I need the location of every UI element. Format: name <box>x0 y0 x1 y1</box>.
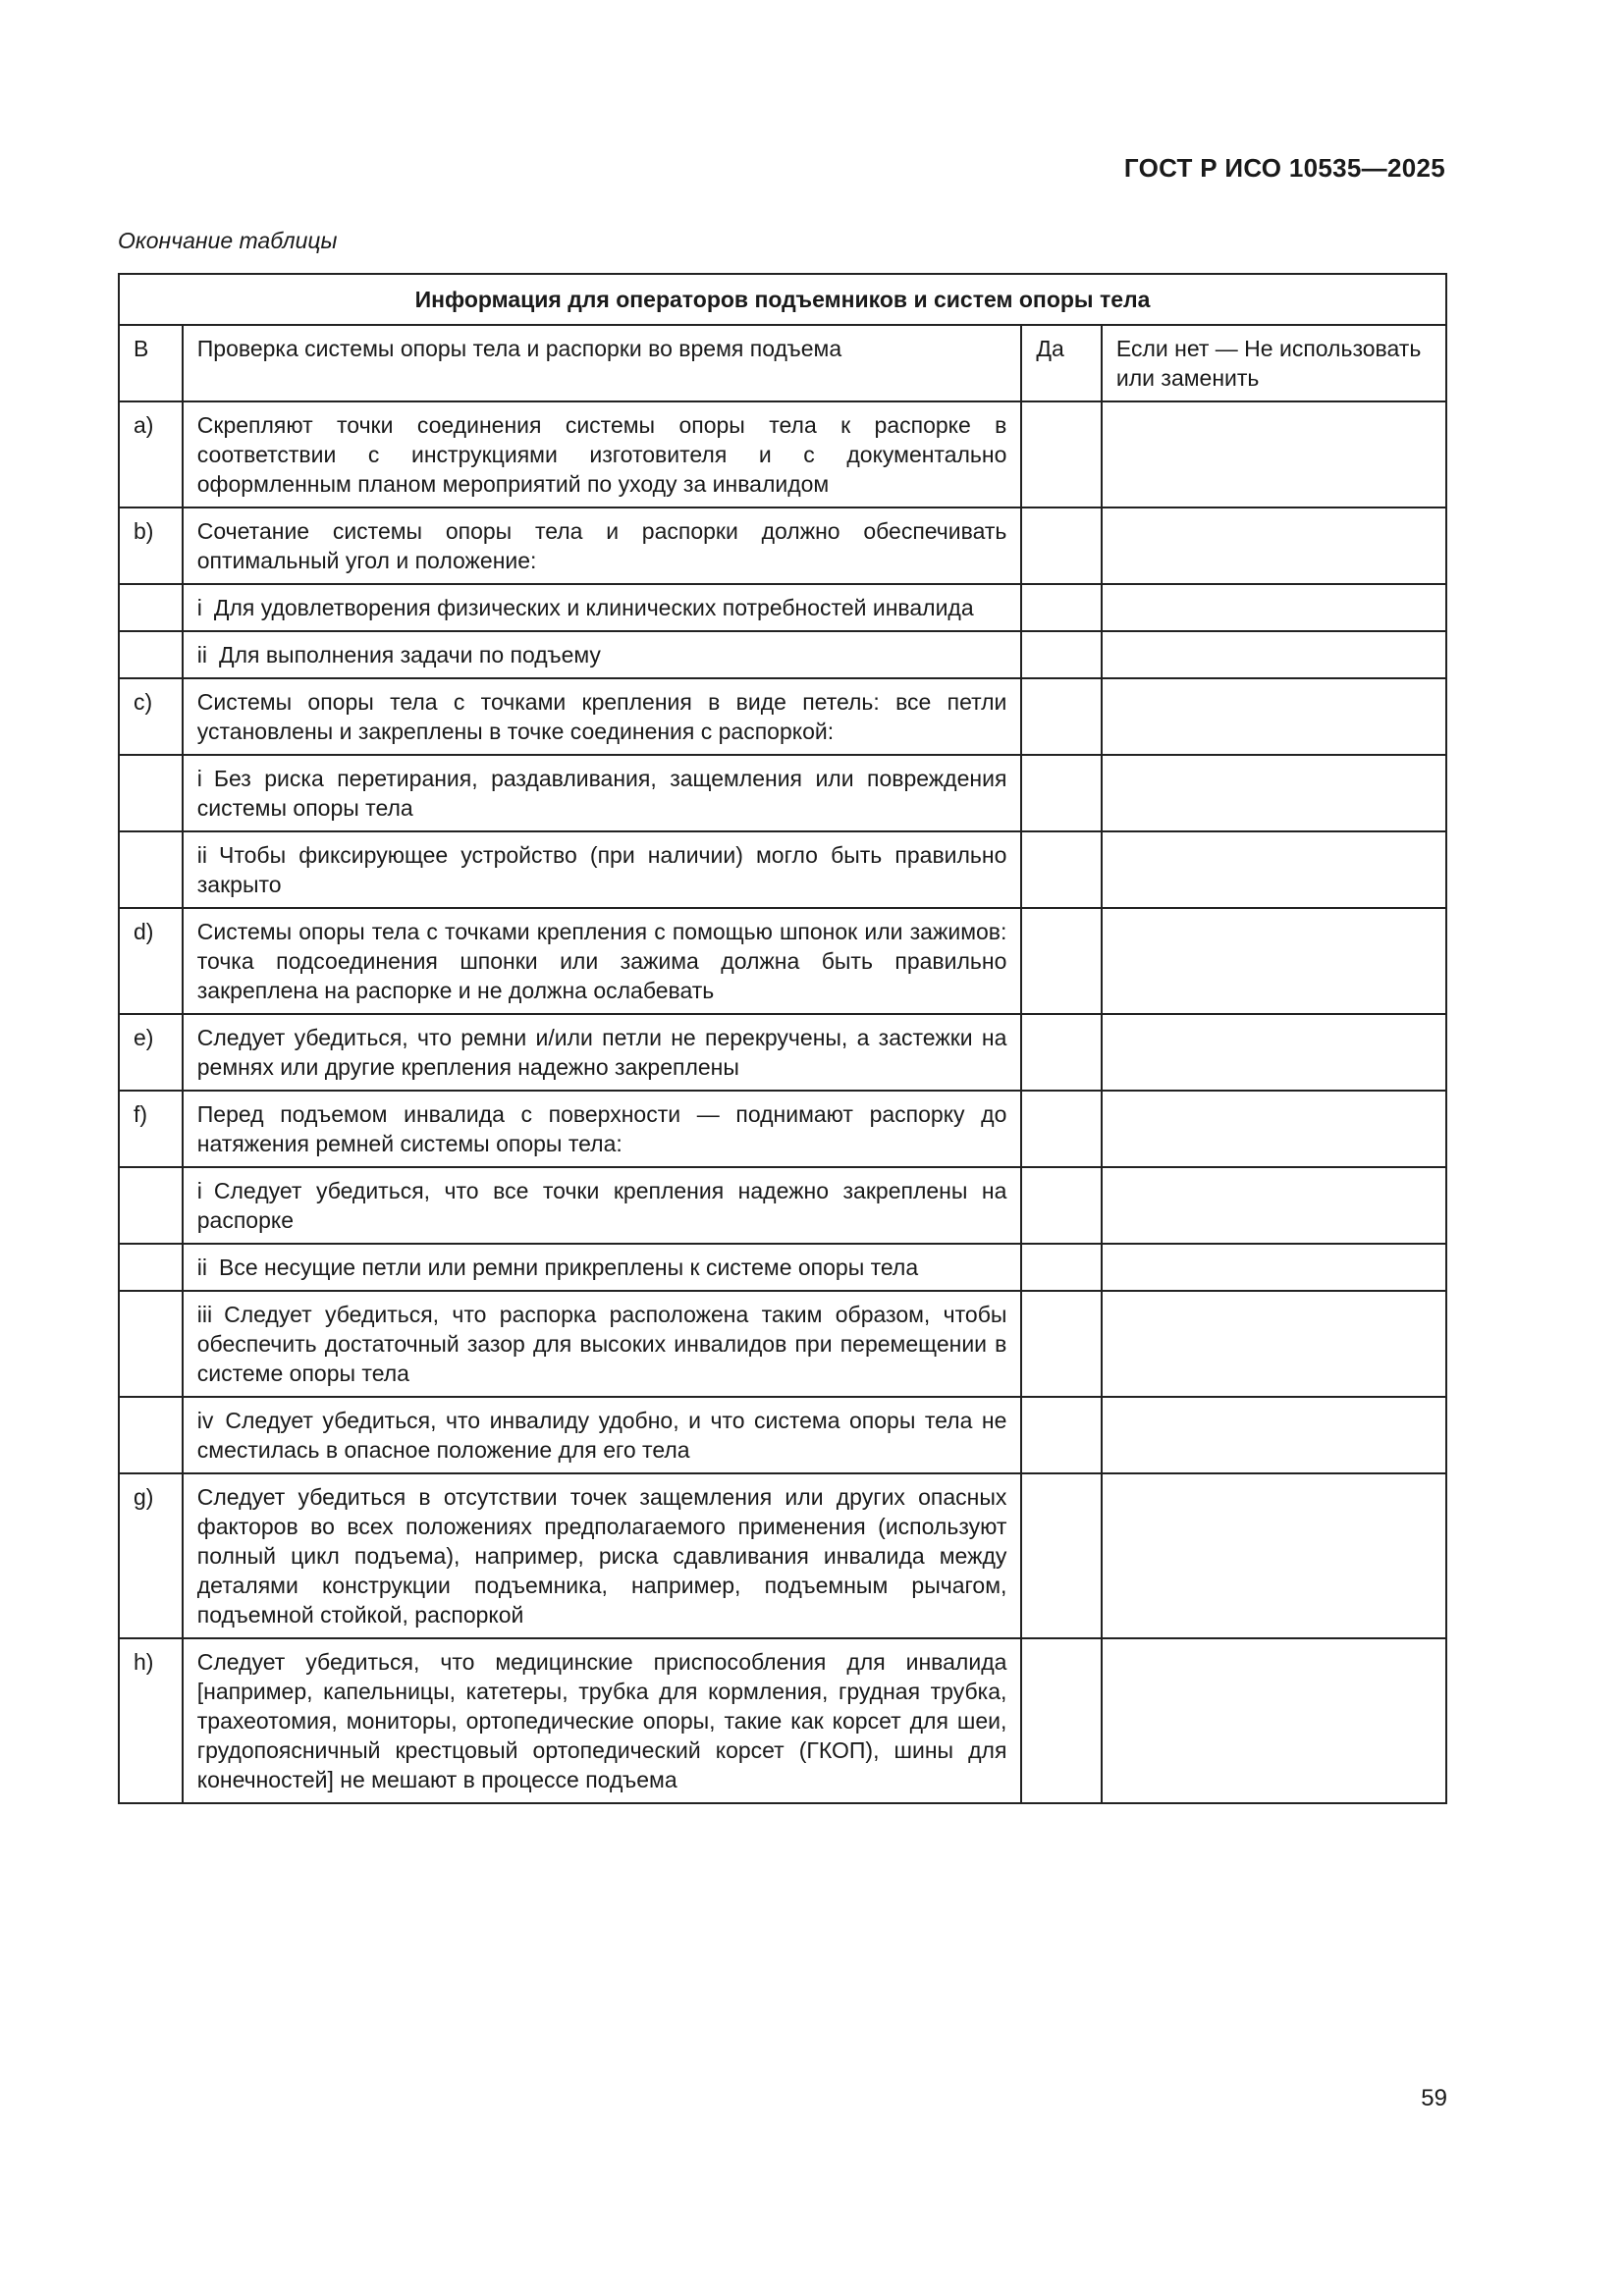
item-text: Следует убедиться, что инвалиду удобно, и что система опоры тела не сместилась в опасное положение для его тела <box>196 1408 1007 1463</box>
item-text: Чтобы фиксирующее устройство (при наличии) могло быть правильно закрыто <box>196 842 1007 897</box>
table-row <box>119 831 1446 908</box>
yes-checkbox-cell[interactable] <box>1021 401 1101 507</box>
item-text: Следует убедиться, что медицинские приспособления для инвалида [например, капельницы, катетеры, трубка для кормления, грудная трубка, трахеотомия, мониторы, ортопедические опоры, такие как корсет для шеи, грудопоясничный крестцовый ортопедический корсет (ГКОП), шины для конечностей] не мешают в процессе подъема <box>196 1649 1007 1792</box>
table-row <box>119 1638 1446 1803</box>
item-text-cell <box>183 908 1022 1014</box>
yes-checkbox-cell[interactable] <box>1021 755 1101 831</box>
table-row <box>119 1397 1446 1473</box>
table-title-row <box>119 274 1446 325</box>
item-text-cell <box>183 1397 1022 1473</box>
no-checkbox-cell[interactable] <box>1102 1244 1446 1291</box>
no-checkbox-cell[interactable] <box>1102 1473 1446 1638</box>
yes-checkbox-cell[interactable] <box>1021 584 1101 631</box>
item-text-cell <box>183 1473 1022 1638</box>
item-text: Для выполнения задачи по подъему <box>219 642 601 667</box>
item-text-cell <box>183 1244 1022 1291</box>
yes-column-header: Да <box>1021 325 1101 401</box>
item-text: Скрепляют точки соединения системы опоры тела к распорке в соответствии с инструкциями изготовителя и с документально оформленным планом мероприятий по уходу за инвалидом <box>196 412 1007 497</box>
sub-item-number: i <box>196 1178 202 1203</box>
yes-checkbox-cell[interactable] <box>1021 678 1101 755</box>
item-letter <box>119 1167 183 1244</box>
page-number: 59 <box>1421 2085 1447 2111</box>
yes-checkbox-cell[interactable] <box>1021 1397 1101 1473</box>
item-text: Следует убедиться, что все точки крепления надежно закреплены на распорке <box>196 1178 1007 1233</box>
table-row <box>119 507 1446 584</box>
no-checkbox-cell[interactable] <box>1102 507 1446 584</box>
item-text-cell <box>183 631 1022 678</box>
no-checkbox-cell[interactable] <box>1102 631 1446 678</box>
item-text-cell <box>183 1014 1022 1091</box>
item-letter <box>119 1397 183 1473</box>
item-text-cell <box>183 1167 1022 1244</box>
table-row <box>119 1291 1446 1397</box>
item-text-cell <box>183 831 1022 908</box>
yes-checkbox-cell[interactable] <box>1021 1291 1101 1397</box>
table-row <box>119 1473 1446 1638</box>
item-text: Следует убедиться в отсутствии точек защемления или других опасных факторов во всех положениях предполагаемого применения (используют полный цикл подъема), например, риска сдавливания инвалида между деталями конструкции подъемника, например, подъемным рычагом, подъемной стойкой, распоркой <box>196 1484 1007 1628</box>
item-text: Без риска перетирания, раздавливания, защемления или повреждения системы опоры тела <box>196 766 1007 821</box>
sub-item-number: i <box>196 766 202 791</box>
table-title: Информация для операторов подъемников и систем опоры тела <box>119 274 1446 325</box>
no-checkbox-cell[interactable] <box>1102 584 1446 631</box>
checklist-table <box>118 273 1447 1804</box>
table-row <box>119 1091 1446 1167</box>
document-code: ГОСТ Р ИСО 10535—2025 <box>1123 153 1445 183</box>
yes-checkbox-cell[interactable] <box>1021 631 1101 678</box>
item-letter: b) <box>119 507 183 584</box>
item-text: Все несущие петли или ремни прикреплены к системе опоры тела <box>219 1255 919 1280</box>
no-column-header: Если нет — Не использовать или заменить <box>1102 325 1446 401</box>
no-checkbox-cell[interactable] <box>1102 1014 1446 1091</box>
table-row <box>119 584 1446 631</box>
item-letter <box>119 755 183 831</box>
sub-item-number: iv <box>196 1408 214 1433</box>
item-letter <box>119 1244 183 1291</box>
table-row <box>119 678 1446 755</box>
item-letter: e) <box>119 1014 183 1091</box>
item-text: Сочетание системы опоры тела и распорки должно обеспечивать оптимальный угол и положение: <box>196 518 1007 573</box>
item-letter: h) <box>119 1638 183 1803</box>
section-heading: Проверка системы опоры тела и распорки во время подъема <box>183 325 1022 401</box>
item-text: Системы опоры тела с точками крепления с помощью шпонок или зажимов: точка подсоединения шпонки или зажима должна быть правильно закреплена на распорке и не должна ослабевать <box>196 919 1007 1003</box>
table-row <box>119 401 1446 507</box>
item-letter <box>119 1291 183 1397</box>
item-text: Системы опоры тела с точками крепления в виде петель: все петли установлены и закреплены в точке соединения с распоркой: <box>196 689 1007 744</box>
item-letter: f) <box>119 1091 183 1167</box>
yes-checkbox-cell[interactable] <box>1021 1167 1101 1244</box>
no-checkbox-cell[interactable] <box>1102 755 1446 831</box>
item-text-cell <box>183 1638 1022 1803</box>
table-row <box>119 1014 1446 1091</box>
item-text-cell <box>183 678 1022 755</box>
table-row <box>119 908 1446 1014</box>
no-checkbox-cell[interactable] <box>1102 1291 1446 1397</box>
no-checkbox-cell[interactable] <box>1102 1638 1446 1803</box>
table-row <box>119 755 1446 831</box>
table-row <box>119 631 1446 678</box>
item-text-cell <box>183 1091 1022 1167</box>
item-letter: a) <box>119 401 183 507</box>
item-text: Для удовлетворения физических и клинических потребностей инвалида <box>213 595 974 620</box>
no-checkbox-cell[interactable] <box>1102 401 1446 507</box>
no-checkbox-cell[interactable] <box>1102 1091 1446 1167</box>
yes-checkbox-cell[interactable] <box>1021 908 1101 1014</box>
item-letter <box>119 831 183 908</box>
table-caption: Окончание таблицы <box>118 228 338 253</box>
table-head-row <box>119 325 1446 401</box>
table-row <box>119 1167 1446 1244</box>
item-text: Перед подъемом инвалида с поверхности — поднимают распорку до натяжения ремней системы опоры тела: <box>196 1101 1007 1156</box>
item-text: Следует убедиться, что распорка расположена таким образом, чтобы обеспечить достаточный зазор для высоких инвалидов при перемещении в системе опоры тела <box>196 1302 1007 1386</box>
item-letter: c) <box>119 678 183 755</box>
sub-item-number: i <box>196 595 202 620</box>
sub-item-number: ii <box>196 1255 207 1280</box>
sub-item-number: iii <box>196 1302 213 1327</box>
item-letter <box>119 584 183 631</box>
sub-item-number: ii <box>196 842 207 868</box>
table-row <box>119 1244 1446 1291</box>
sub-item-number: ii <box>196 642 207 667</box>
item-text: Следует убедиться, что ремни и/или петли не перекручены, а застежки на ремнях или другие крепления надежно закреплены <box>196 1025 1007 1080</box>
no-checkbox-cell[interactable] <box>1102 1167 1446 1244</box>
yes-checkbox-cell[interactable] <box>1021 507 1101 584</box>
item-text-cell <box>183 401 1022 507</box>
no-checkbox-cell[interactable] <box>1102 908 1446 1014</box>
no-checkbox-cell[interactable] <box>1102 1397 1446 1473</box>
no-checkbox-cell[interactable] <box>1102 831 1446 908</box>
yes-checkbox-cell[interactable] <box>1021 1638 1101 1803</box>
yes-checkbox-cell[interactable] <box>1021 1473 1101 1638</box>
yes-checkbox-cell[interactable] <box>1021 1244 1101 1291</box>
item-letter: g) <box>119 1473 183 1638</box>
yes-checkbox-cell[interactable] <box>1021 831 1101 908</box>
no-checkbox-cell[interactable] <box>1102 678 1446 755</box>
item-letter: d) <box>119 908 183 1014</box>
item-text-cell <box>183 507 1022 584</box>
item-text-cell <box>183 584 1022 631</box>
item-text-cell <box>183 755 1022 831</box>
item-letter <box>119 631 183 678</box>
section-label: В <box>119 325 183 401</box>
yes-checkbox-cell[interactable] <box>1021 1014 1101 1091</box>
item-text-cell <box>183 1291 1022 1397</box>
yes-checkbox-cell[interactable] <box>1021 1091 1101 1167</box>
